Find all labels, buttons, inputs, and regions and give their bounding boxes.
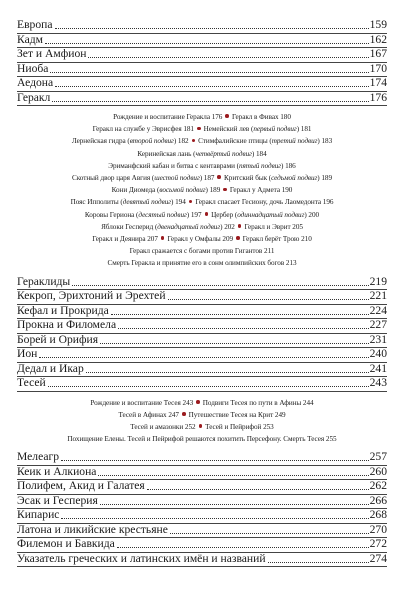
subsection-text: ) 181 bbox=[296, 125, 312, 134]
subsection-text: Смерть Геракла и принятие его в сонм олимпийских богов 213 bbox=[107, 259, 297, 268]
subsection-text: ) 200 bbox=[304, 210, 320, 219]
bullet-dot-icon bbox=[225, 114, 229, 118]
subsection-text: Керинейская лань ( bbox=[137, 149, 196, 158]
toc-entry[interactable] bbox=[17, 92, 387, 107]
subsection-text: Цербер ( bbox=[211, 210, 238, 219]
toc-entry[interactable] bbox=[17, 290, 387, 305]
toc-entry-page: 243 bbox=[369, 376, 387, 390]
toc-leader-dots bbox=[48, 385, 369, 387]
toc-entry-page: 274 bbox=[369, 551, 387, 565]
toc-entry-title: Кадм bbox=[17, 32, 43, 46]
subsection-item[interactable] bbox=[198, 137, 332, 145]
toc-leader-dots bbox=[117, 546, 369, 548]
subsection-text: Рождение и воспитание Геракла 176 bbox=[113, 113, 223, 121]
subsection-text: Путешествие Тесея на Крит 249 bbox=[188, 410, 286, 419]
toc-entry-title: Эсак и Гесперия bbox=[17, 493, 98, 507]
toc-entry-page: 257 bbox=[369, 450, 387, 464]
subsection-text: Рождение и воспитание Тесея 243 bbox=[90, 398, 194, 407]
toc-entry-title: Гераклиды bbox=[17, 274, 71, 288]
subsection-text: Немейский лев ( bbox=[203, 125, 254, 134]
toc-entry[interactable] bbox=[17, 553, 387, 568]
subsection-text: ) 186 bbox=[281, 161, 296, 170]
toc-entry-title: Кефал и Прокрида bbox=[17, 303, 109, 317]
toc-entry-title: Мелеагр bbox=[17, 450, 60, 464]
subsection-row bbox=[17, 123, 387, 135]
bullet-dot-icon bbox=[161, 236, 165, 240]
subsection-row bbox=[17, 209, 387, 221]
toc-entry[interactable] bbox=[17, 524, 387, 539]
subsection-text: Тесей и Пейрифой 253 bbox=[205, 423, 274, 432]
subsection-text: Геракл у Адмета 190 bbox=[229, 186, 293, 195]
subsection-row bbox=[17, 148, 387, 160]
toc-entry[interactable] bbox=[17, 48, 387, 63]
subsection-item[interactable] bbox=[101, 223, 235, 231]
toc-leader-dots bbox=[100, 503, 369, 505]
bullet-dot-icon bbox=[199, 424, 203, 428]
bullet-dot-icon bbox=[238, 224, 242, 228]
toc-group-2 bbox=[17, 276, 387, 392]
subsection-row bbox=[17, 160, 387, 172]
toc-entry[interactable] bbox=[17, 495, 387, 510]
subsection-text: Скотный двор царя Авгия ( bbox=[71, 174, 155, 183]
subsection-text: Геракл спасает Гесиону, дочь Лаомедонта 196 bbox=[195, 198, 334, 207]
subsection-text: Геракл и Деянира 207 bbox=[92, 235, 158, 244]
toc-leader-dots bbox=[52, 100, 368, 102]
subsection-text: ) 184 bbox=[251, 149, 267, 158]
toc-entry[interactable] bbox=[17, 466, 387, 481]
subsection-item[interactable] bbox=[204, 125, 312, 133]
toc-entry-title: Ниоба bbox=[17, 61, 49, 75]
subsection-row bbox=[17, 397, 387, 409]
subsection-text: Стимфалийские птицы ( bbox=[198, 137, 272, 146]
subsection-item[interactable] bbox=[85, 211, 202, 219]
toc-entry-page: 159 bbox=[369, 18, 387, 31]
subsection-text: ) 194 bbox=[171, 198, 186, 207]
subsection-row bbox=[17, 233, 387, 245]
toc-entry[interactable] bbox=[17, 509, 387, 524]
subsection-item[interactable] bbox=[203, 399, 314, 407]
subsection-text: ) 197 bbox=[186, 210, 202, 219]
subsection-row bbox=[17, 184, 387, 196]
subsection-text: Геракл берёт Трою 210 bbox=[242, 235, 312, 244]
labour-number: шестой подвиг bbox=[154, 174, 200, 183]
subsection-item[interactable] bbox=[93, 125, 194, 133]
labour-number: третий подвиг bbox=[271, 137, 318, 146]
toc-entry[interactable] bbox=[17, 363, 387, 378]
subsection-text: ) 187 bbox=[199, 174, 215, 183]
toc-entry[interactable] bbox=[17, 334, 387, 349]
toc-group-1 bbox=[17, 19, 387, 106]
subsection-row bbox=[17, 172, 387, 184]
labour-number: второй подвиг bbox=[129, 137, 174, 146]
toc-leader-dots bbox=[61, 459, 369, 461]
subsection-text: Тесей и амазонки 252 bbox=[130, 423, 196, 432]
toc-entry[interactable] bbox=[17, 451, 387, 466]
toc-entry-title: Аедона bbox=[17, 76, 54, 89]
subsection-text: Геракл на службе у Эврисфея 181 bbox=[92, 125, 194, 134]
toc-entry-page: 224 bbox=[369, 303, 387, 317]
subsection-item[interactable] bbox=[92, 235, 158, 243]
toc-entry-title: Латона и ликийские крестьяне bbox=[17, 522, 168, 536]
toc-entry[interactable] bbox=[17, 34, 387, 49]
theseus-subsections bbox=[17, 397, 387, 446]
labour-number: двенадцатый подвиг bbox=[157, 222, 221, 231]
toc-entry[interactable] bbox=[17, 19, 387, 34]
toc-entry-title: Прокна и Филомела bbox=[17, 318, 117, 332]
toc-leader-dots bbox=[61, 517, 368, 519]
subsection-text: Критский бык ( bbox=[224, 174, 272, 183]
subsection-item[interactable] bbox=[130, 247, 275, 255]
toc-entry-title: Тесей bbox=[17, 376, 46, 390]
subsection-text: Тесей в Афинах 247 bbox=[118, 410, 179, 419]
bullet-dot-icon bbox=[197, 127, 201, 131]
bullet-dot-icon bbox=[223, 188, 227, 192]
toc-entry[interactable] bbox=[17, 538, 387, 553]
subsection-item[interactable] bbox=[118, 411, 179, 419]
subsection-row bbox=[17, 135, 387, 147]
toc-leader-dots bbox=[39, 356, 368, 358]
toc-leader-dots bbox=[100, 342, 369, 344]
subsection-item[interactable] bbox=[224, 174, 332, 182]
toc-entry-title: Полифем, Акид и Галатея bbox=[17, 479, 145, 493]
toc-entry-title: Борей и Орифия bbox=[17, 332, 99, 346]
subsection-text: Геракл сражается с богами против Гигантов 211 bbox=[129, 247, 275, 256]
toc-entry-page: 266 bbox=[369, 493, 387, 507]
toc-entry-page: 162 bbox=[369, 32, 387, 46]
subsection-row bbox=[17, 409, 387, 421]
toc-entry-page: 241 bbox=[369, 361, 387, 375]
subsection-row bbox=[17, 421, 387, 433]
subsection-row bbox=[17, 221, 387, 233]
subsection-text: Похищение Елены. Тесей и Пейрифой решаются похитить Персефону. Смерть Тесея 255 bbox=[67, 435, 337, 444]
toc-leader-dots bbox=[86, 371, 369, 373]
toc-group-3 bbox=[17, 451, 387, 567]
labour-number: четвёртый подвиг bbox=[195, 149, 252, 158]
toc-entry[interactable] bbox=[17, 63, 387, 78]
subsection-text: ) 189 bbox=[205, 186, 221, 195]
labour-number: десятый подвиг bbox=[138, 210, 187, 219]
toc-entry[interactable] bbox=[17, 480, 387, 495]
subsection-text: Эриманфский кабан и битва с кентаврами ( bbox=[108, 161, 239, 170]
bullet-dot-icon bbox=[217, 175, 221, 179]
bullet-dot-icon bbox=[192, 139, 196, 143]
labour-number: одиннадцатый подвиг bbox=[237, 210, 305, 219]
toc-entry-page: 270 bbox=[369, 522, 387, 536]
subsection-item[interactable] bbox=[72, 174, 214, 182]
labour-number: восьмой подвиг bbox=[159, 186, 206, 195]
subsection-item[interactable] bbox=[230, 186, 292, 194]
bullet-dot-icon bbox=[205, 212, 209, 216]
toc-leader-dots bbox=[170, 532, 369, 534]
toc-entry-page: 170 bbox=[369, 61, 387, 75]
subsection-item[interactable] bbox=[205, 423, 274, 431]
toc-leader-dots bbox=[72, 284, 368, 286]
toc-entry-page: 240 bbox=[369, 347, 387, 361]
subsection-text: Геракл и Эврит 205 bbox=[244, 222, 303, 231]
subsection-text: Кони Диомеда ( bbox=[111, 186, 160, 195]
subsection-text: Пояс Ипполиты ( bbox=[70, 198, 123, 207]
toc-entry[interactable] bbox=[17, 377, 387, 392]
toc-entry[interactable] bbox=[17, 319, 387, 334]
subsection-item[interactable] bbox=[112, 186, 221, 194]
subsection-text: Геракл у Омфалы 209 bbox=[167, 235, 234, 244]
labour-number: девятый подвиг bbox=[122, 198, 172, 207]
toc-entry-page: 268 bbox=[369, 508, 387, 522]
subsection-item[interactable] bbox=[67, 435, 336, 443]
toc-entry-page: 221 bbox=[369, 289, 387, 303]
toc-leader-dots bbox=[55, 27, 369, 29]
subsection-item[interactable] bbox=[232, 113, 291, 121]
toc-leader-dots bbox=[268, 561, 369, 563]
toc-leader-dots bbox=[147, 488, 369, 490]
toc-entry-page: 227 bbox=[369, 318, 387, 332]
toc-entry[interactable] bbox=[17, 348, 387, 363]
toc-leader-dots bbox=[50, 71, 368, 73]
subsection-item[interactable] bbox=[211, 211, 319, 219]
labour-number: седьмой подвиг bbox=[271, 174, 318, 183]
toc-entry-page: 231 bbox=[369, 332, 387, 346]
toc-entry-page: 167 bbox=[369, 47, 387, 60]
toc-entry[interactable] bbox=[17, 276, 387, 291]
labour-number: первый подвиг bbox=[253, 125, 297, 134]
bullet-dot-icon bbox=[182, 412, 186, 416]
subsection-item[interactable] bbox=[195, 198, 333, 206]
toc-leader-dots bbox=[45, 42, 369, 44]
subsection-item[interactable] bbox=[189, 411, 286, 419]
toc-entry-title: Филемон и Бавкида bbox=[17, 537, 115, 551]
subsection-row bbox=[17, 196, 387, 208]
toc-entry-page: 262 bbox=[369, 479, 387, 493]
labour-number: пятый подвиг bbox=[238, 161, 281, 170]
toc-entry-page: 219 bbox=[369, 274, 387, 288]
toc-entry-title: Кеик и Алкиона bbox=[17, 464, 97, 478]
toc-entry-title: Геракл bbox=[17, 90, 51, 104]
subsection-item[interactable] bbox=[243, 235, 312, 243]
toc-leader-dots bbox=[88, 56, 368, 58]
toc-leader-dots bbox=[111, 313, 369, 315]
subsection-row bbox=[17, 111, 387, 123]
subsection-item[interactable] bbox=[71, 198, 186, 206]
subsection-item[interactable] bbox=[244, 223, 303, 231]
subsection-text: ) 183 bbox=[317, 137, 333, 146]
bullet-dot-icon bbox=[189, 200, 193, 204]
toc-entry-title: Кекроп, Эрихтоний и Эрехтей bbox=[17, 289, 166, 303]
subsection-item[interactable] bbox=[167, 235, 233, 243]
toc-entry-title: Ион bbox=[17, 347, 38, 361]
bullet-dot-icon bbox=[196, 400, 200, 404]
heracles-subsections bbox=[17, 111, 387, 270]
toc-entry-page: 260 bbox=[369, 464, 387, 478]
subsection-item[interactable] bbox=[72, 137, 189, 145]
toc-entry[interactable] bbox=[17, 77, 387, 92]
toc-leader-dots bbox=[168, 298, 369, 300]
subsection-text: Лернейская гидра ( bbox=[71, 137, 130, 146]
toc-entry-page: 174 bbox=[369, 76, 387, 89]
toc-entry-title: Указатель греческих и латинских имён и названий bbox=[17, 551, 266, 565]
toc-leader-dots bbox=[98, 474, 368, 476]
subsection-text: Геракл в Фивах 180 bbox=[231, 113, 291, 121]
subsection-item[interactable] bbox=[108, 162, 295, 170]
subsection-text: Яблоки Гесперид ( bbox=[101, 222, 158, 231]
subsection-item[interactable] bbox=[113, 113, 222, 121]
subsection-row bbox=[17, 245, 387, 257]
toc-leader-dots bbox=[55, 85, 368, 87]
subsection-item[interactable] bbox=[90, 399, 193, 407]
toc-entry-page: 176 bbox=[369, 90, 387, 104]
toc-leader-dots bbox=[118, 327, 369, 329]
subsection-row bbox=[17, 433, 387, 445]
subsection-item[interactable] bbox=[130, 423, 195, 431]
subsection-text: ) 189 bbox=[317, 174, 333, 183]
toc-entry-title: Зет и Амфион bbox=[17, 47, 87, 60]
subsection-item[interactable] bbox=[107, 259, 296, 267]
toc-entry-title: Дедал и Икар bbox=[17, 361, 84, 375]
toc-entry-page: 272 bbox=[369, 537, 387, 551]
toc-entry-title: Кипарис bbox=[17, 508, 60, 522]
subsection-text: ) 202 bbox=[220, 222, 235, 231]
toc-entry-title: Европа bbox=[17, 18, 53, 31]
subsection-row bbox=[17, 257, 387, 269]
subsection-item[interactable] bbox=[137, 150, 266, 158]
toc-page bbox=[17, 0, 387, 567]
subsection-text: Подвиги Тесея по пути в Афины 244 bbox=[202, 398, 314, 407]
bullet-dot-icon bbox=[236, 236, 240, 240]
toc-entry[interactable] bbox=[17, 305, 387, 320]
subsection-text: ) 182 bbox=[173, 137, 189, 146]
subsection-text: Коровы Гериона ( bbox=[84, 210, 139, 219]
